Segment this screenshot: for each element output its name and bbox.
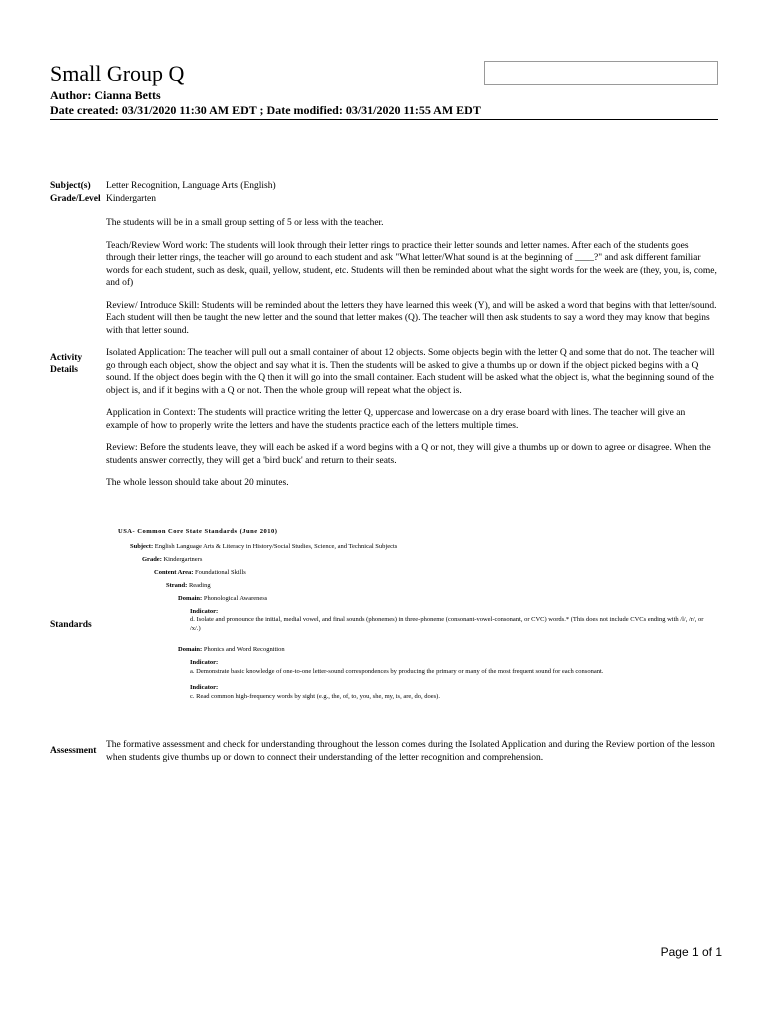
standards-subject-value: English Language Arts & Literacy in History/Social Studies, Science, and Technical Subjects bbox=[154, 543, 398, 550]
activity-paragraph: Isolated Application: The teacher will pull out a small container of about 12 objects. Some objects begin with the letter Q and some that do not. The teacher will go through each object, show the object and say what it is. Then the students will be asked to give a thumbs up or down if the object picked begins with a Q sound. If the object does begin with the Q then it will go into the small container. Each student will be asked what the object is, what the beginning sound of the object is, and if it begins with a Q or not. Then the whole group will repeat what the object is. bbox=[106, 348, 715, 396]
standards-grade-value: Kindergartners bbox=[163, 556, 203, 563]
indicator-1-text: d. Isolate and pronounce the initial, medial vowel, and final sounds (phonemes) in three-phoneme (consonant-vowel-consonant, or CVC) words.* (This does not include CVCs ending with /l/, /r/, or /x/.) bbox=[190, 616, 704, 632]
indicator-label bbox=[190, 684, 218, 693]
standards-source: USA- Common Core State Standards (June 2010) bbox=[118, 528, 278, 535]
standards-strand bbox=[166, 582, 211, 591]
page-title: Small Group Q bbox=[50, 61, 185, 86]
indicator-2-text: a. Demonstrate basic knowledge of one-to-one letter-sound correspondences by producing the primary or many of the most frequent sound for each consonant. bbox=[190, 668, 604, 675]
activity-label-line2: Details bbox=[50, 365, 78, 375]
assessment-label: Assessment bbox=[50, 746, 97, 756]
standards-subject bbox=[130, 543, 397, 552]
activity-paragraph: The students will be in a small group setting of 5 or less with the teacher. bbox=[106, 218, 384, 228]
author-line: Author: Cianna Betts bbox=[50, 88, 161, 102]
activity-paragraph: Review: Before the students leave, they will each be asked if a word begins with a Q or not, they will give a thumbs up or down to agree or disagree. When the students answer correctly, they will get a 'bird buck' and return to their seats. bbox=[106, 443, 711, 466]
subjects-label: Subject(s) bbox=[50, 181, 91, 191]
activity-paragraph: The whole lesson should take about 20 minutes. bbox=[106, 478, 289, 488]
domain-label: Domain: bbox=[178, 646, 203, 653]
strand-label: Strand: bbox=[166, 582, 188, 589]
activity-details-label bbox=[50, 352, 82, 376]
domain-value: Phonics and Word Recognition bbox=[203, 646, 285, 653]
domain-value: Phonological Awareness bbox=[203, 595, 268, 602]
standards-label: Standards bbox=[50, 620, 92, 630]
header-divider bbox=[50, 119, 718, 120]
standards-grade bbox=[142, 556, 202, 565]
dates-line: Date created: 03/31/2020 11:30 AM EDT ; Date modified: 03/31/2020 11:55 AM EDT bbox=[50, 103, 481, 117]
standards-subject-label: Subject: bbox=[130, 543, 154, 550]
content-area-label: Content Area: bbox=[154, 569, 194, 576]
indicator-label-text: Indicator: bbox=[190, 608, 219, 615]
standards-grade-label: Grade: bbox=[142, 556, 162, 563]
standards-content-area bbox=[154, 569, 246, 578]
activity-label-line1: Activity bbox=[50, 353, 83, 363]
activity-details bbox=[106, 217, 718, 500]
page-number: Page 1 of 1 bbox=[660, 945, 722, 959]
indicator-3-text: c. Read common high-frequency words by sight (e.g., the, of, to, you, she, my, is, are, do, does). bbox=[190, 693, 440, 700]
indicator-label-text: Indicator: bbox=[190, 684, 219, 691]
indicator-label-text: Indicator: bbox=[190, 659, 219, 666]
domain-label: Domain: bbox=[178, 595, 203, 602]
grade-value: Kindergarten bbox=[106, 194, 156, 204]
assessment-text: The formative assessment and check for understanding throughout the lesson comes during the Isolated Application and during the Review portion of the lesson when students give thumbs up or down to connect their understanding of the letter recognition and comprehension. bbox=[106, 740, 715, 763]
standards-domain-2 bbox=[178, 646, 285, 655]
activity-paragraph: Application in Context: The students will practice writing the letter Q, uppercase and lowercase on a dry erase board with lines. The teacher will give an example of how to properly write the letters and have the students practice each of the letters multiple times. bbox=[106, 408, 686, 431]
grade-label: Grade/Level bbox=[50, 194, 101, 204]
content-area-value: Foundational Skills bbox=[195, 569, 246, 576]
standards-domain-1 bbox=[178, 595, 267, 604]
indicator-label bbox=[190, 659, 218, 668]
activity-paragraph: Teach/Review Word work: The students will look through their letter rings to practice their letter sounds and letter names. After each of the students goes through their letter rings, the teacher will go around to each student and ask "What letter/What sound is at the beginning of ____?" and ask different familiar words for each student, such as desk, quail, yellow, student, etc. Students will then be reminded about what the sight words for the week are (they, you, is, come, and of) bbox=[106, 240, 717, 288]
strand-value: Reading bbox=[188, 582, 211, 589]
subjects-value: Letter Recognition, Language Arts (English) bbox=[106, 181, 276, 191]
activity-paragraph: Review/ Introduce Skill: Students will be reminded about the letters they have learned this week (Y), and will be asked a word that begins with that letter/sound. Each student will then be taught the new letter and the sound that letter makes (Q). The teacher will then ask students to say a word they may know that begins with that letter sound. bbox=[106, 300, 717, 336]
header-input-box[interactable] bbox=[484, 61, 718, 85]
